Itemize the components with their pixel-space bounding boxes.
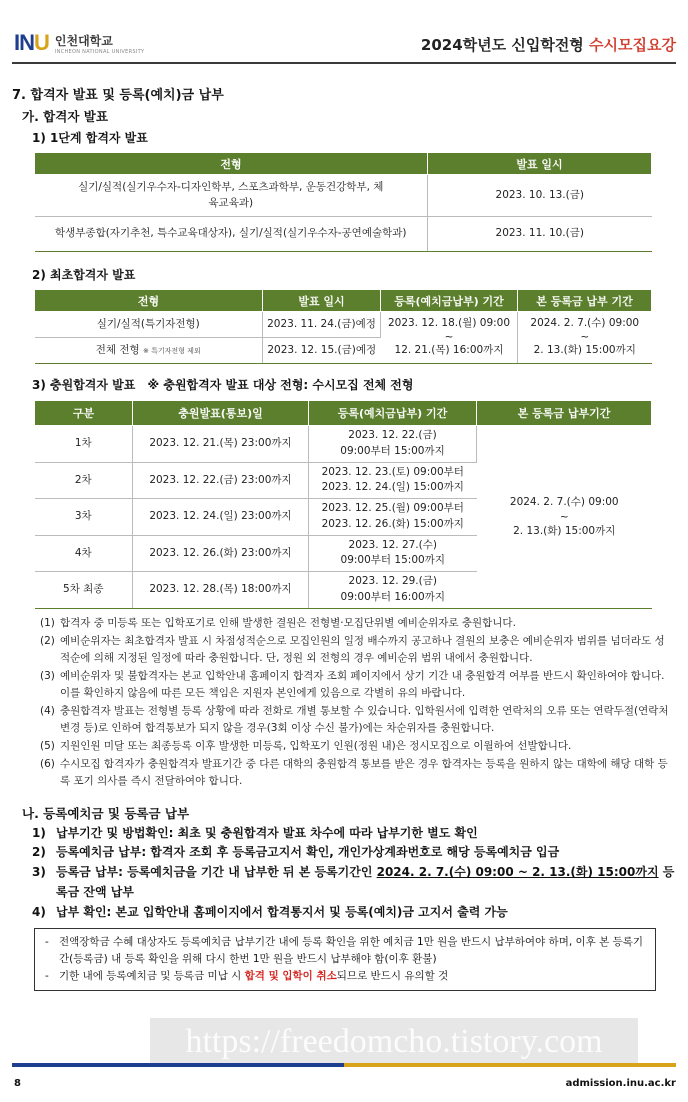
range-tilde: ~	[444, 330, 454, 343]
additional-pass-label: 3) 충원합격자 발표	[32, 378, 136, 392]
list-item	[40, 668, 674, 702]
table-header: 충원발표(통보)일	[133, 401, 309, 426]
registration-line: 2023. 12. 24.(일) 15:00까지	[321, 481, 464, 494]
initial-pass-table	[34, 289, 652, 364]
payment-period-cell	[477, 426, 652, 609]
list-item	[40, 633, 674, 667]
logo-mark	[14, 30, 49, 56]
payment-start: 2024. 2. 7.(수) 09:00	[509, 496, 619, 509]
subsection-ga-title: 가. 합격자 발표	[22, 109, 108, 124]
table-row	[35, 312, 652, 338]
registration-line: 2023. 12. 25.(월) 09:00부터	[321, 502, 464, 514]
table-header-row	[35, 153, 652, 175]
step-number: 4)	[32, 904, 46, 919]
table-cell: 2023. 11. 24.(금)예정	[263, 312, 381, 338]
step-text-part: 등록금 잔액 납부	[56, 865, 675, 899]
page-number: 8	[14, 1078, 21, 1089]
footer-bar	[12, 1063, 676, 1067]
step-text	[56, 863, 676, 903]
notes-list	[40, 615, 674, 790]
initial-pass-title: 2) 최초합격자 발표	[32, 268, 136, 282]
table-header: 발표 일시	[428, 153, 652, 175]
table-cell: 2023. 11. 10.(금)	[428, 217, 652, 252]
list-item	[40, 703, 674, 737]
note-number: (5)	[40, 739, 55, 752]
note-number: (4)	[40, 704, 55, 717]
registration-line: 2023. 12. 22.(금)	[348, 429, 437, 441]
table-header: 전형	[35, 153, 428, 175]
note-text: 수시모집 합격자가 충원합격자 발표기간 중 다른 대학의 충원합격 통보를 받은 경우 합격자는 등록을 원하지 않는 대학에 해당 대학 등록 포기 의사를 즉시 전달하여야 합니다.	[60, 757, 668, 787]
section-title: 7. 합격자 발표 및 등록(예치)금 납부	[12, 88, 224, 103]
notice-text	[59, 968, 448, 985]
note-text: 예비순위자 및 불합격자는 본교 입학안내 홈페이지 합격자 조회 페이지에서 상기 기간 내 충원합격 여부를 반드시 확인하여야 합니다. 이를 확인하지 않음에 따른 모든 책임은 지원자 본인에게 있음으로 각별히 유의 바랍니다.	[60, 669, 665, 699]
table-cell: 2023. 12. 26.(화) 23:00까지	[133, 535, 309, 572]
header-divider	[12, 62, 676, 64]
first-stage-table	[34, 152, 652, 252]
note-text: 충원합격자 발표는 전형별 등록 상황에 따라 전화로 개별 통보할 수 있습니다. 입학원서에 입력한 연락처의 오류 또는 연락두절(연락처 변경 등)로 인하여 합격통보가 되지 않을 경우(3회 이상 수신 불가)에는 차순위자를 충원합니다.	[60, 704, 669, 734]
logo-mark-u: U	[34, 30, 49, 55]
table-row	[35, 175, 652, 217]
note-number: (2)	[40, 634, 55, 647]
list-item	[40, 738, 674, 755]
additional-pass-title	[32, 376, 676, 393]
footer-website: admission.inu.ac.kr	[565, 1078, 676, 1089]
table-row	[35, 217, 652, 252]
table-cell	[309, 572, 477, 609]
step-number: 2)	[32, 845, 46, 860]
table-header: 구분	[35, 401, 133, 426]
first-stage-title: 1) 1단계 합격자 발표	[32, 131, 148, 145]
additional-pass-note: ※ 충원합격자 발표 대상 전형: 수시모집 전체 전형	[147, 378, 414, 392]
notice-warning: 합격 및 입학이 취소	[244, 970, 337, 983]
registration-line: 2023. 12. 29.(금)	[348, 575, 437, 587]
table-cell: 실기/실적(특기자전형)	[35, 312, 263, 338]
step-text: 납부 확인: 본교 입학안내 홈페이지에서 합격통지서 및 등록(예치)금 고지서 출력 가능	[56, 904, 508, 919]
logo-korean: 인천대학교	[54, 33, 113, 48]
registration-line: 09:00부터 16:00까지	[340, 590, 445, 603]
table-cell: 2023. 12. 21.(목) 23:00까지	[133, 426, 309, 463]
registration-period-cell	[381, 312, 518, 364]
registration-start: 2023. 12. 18.(월) 09:00	[387, 317, 511, 330]
table-cell: 2023. 12. 28.(목) 18:00까지	[133, 572, 309, 609]
table-cell: 2023. 12. 24.(일) 23:00까지	[133, 499, 309, 536]
list-item	[32, 824, 676, 844]
list-item	[32, 843, 676, 863]
university-logo	[14, 30, 144, 56]
range-tilde: ~	[559, 510, 569, 523]
table-cell: 2차	[35, 462, 133, 499]
step-number: 3)	[32, 865, 46, 880]
table-header-row	[35, 290, 652, 312]
step-text-underlined: 2024. 2. 7.(수) 09:00 ~ 2. 13.(화) 15:00까지	[376, 865, 659, 880]
table-cell: 2023. 10. 13.(금)	[428, 175, 652, 217]
table-cell: 1차	[35, 426, 133, 463]
table-header: 발표 일시	[263, 290, 381, 312]
step-text: 납부기간 및 방법확인: 최초 및 충원합격자 발표 차수에 따라 납부기한 별도 확인	[56, 825, 478, 840]
table-header: 전형	[35, 290, 263, 312]
logo-text	[55, 32, 144, 55]
table-header-row	[35, 401, 652, 426]
payment-period-cell	[518, 312, 652, 364]
document-title	[421, 34, 676, 55]
note-text: 지원인원 미달 또는 최종등록 이후 발생한 미등록, 입학포기 인원(정원 내)은 정시모집으로 이월하여 선발합니다.	[60, 739, 572, 752]
table-cell	[309, 426, 477, 463]
subsection-na-title: 나. 등록예치금 및 등록금 납부	[22, 805, 190, 821]
table-cell	[309, 535, 477, 572]
payment-end: 2. 13.(화) 15:00까지	[513, 524, 616, 537]
table-cell	[35, 338, 263, 364]
table-header: 본 등록금 납부기간	[477, 401, 652, 426]
note-text: 예비순위자는 최초합격자 발표 시 차점성적순으로 모집인원의 일정 배수까지 공고하나 결원의 보충은 예비순위자 범위를 넘더라도 성적순에 의해 지정된 일정에 따라 충원합니다. 단, 정원 외 전형의 경우 예비순위 범위 내에서 충원합니다.	[60, 634, 665, 664]
note-text: 합격자 중 미등록 또는 입학포기로 인해 발생한 결원은 전형별·모집단위별 예비순위자로 충원합니다.	[60, 616, 516, 629]
list-item	[32, 863, 676, 903]
table-header: 본 등록금 납부 기간	[518, 290, 652, 312]
step-text: 등록예치금 납부: 합격자 조회 후 등록금고지서 확인, 개인가상계좌번호로 해당 등록예치금 입금	[56, 845, 560, 860]
table-header: 등록(예치금납부) 기간	[309, 401, 477, 426]
table-cell	[309, 462, 477, 499]
range-tilde: ~	[580, 330, 590, 343]
page-header	[0, 0, 688, 62]
notice-box	[34, 928, 656, 991]
payment-end: 2. 13.(화) 15:00까지	[533, 344, 636, 357]
table-cell	[309, 499, 477, 536]
registration-line: 2023. 12. 26.(화) 15:00까지	[321, 517, 464, 530]
track-note: ※ 특기자전형 제외	[143, 346, 201, 355]
notice-text-part: 기한 내에 등록예치금 및 등록금 미납 시	[59, 970, 245, 983]
payment-start: 2024. 2. 7.(수) 09:00	[530, 317, 640, 330]
registration-line: 09:00부터 15:00까지	[340, 554, 445, 567]
document-title-accent: 수시모집요강	[589, 36, 676, 54]
notice-text: 전액장학금 수혜 대상자도 등록예치금 납부기간 내에 등록 확인을 위한 예치금 1만 원을 반드시 납부하여야 하며, 이후 본 등록기간(등록금) 내 등록 확인을 위해 다시 한번 1만 원을 반드시 납부해야 함(이후 환불)	[59, 936, 644, 966]
table-cell: 5차 최종	[35, 572, 133, 609]
step-text-part: 등록금 납부: 등록예치금을 기간 내 납부한 뒤 본 등록기간인	[56, 865, 377, 880]
note-number: (6)	[40, 757, 55, 770]
list-item: - 전액장학금 수혜 대상자도 등록예치금 납부기간 내에 등록 확인을 위한 예치금 1만 원을 반드시 납부하여야 하며, 이후 본 등록기간(등록금) 내 등록 확인을 위해 다시 한번 1만 원을 반드시 납부해야 함(이후 환불)	[45, 934, 645, 968]
notice-text-part: 되므로 반드시 유의할 것	[336, 970, 449, 983]
list-item: - 기한 내에 등록예치금 및 등록금 미납 시 합격 및 입학이 취소되므로 반드시 유의할 것	[45, 968, 645, 985]
list-item	[40, 756, 674, 790]
registration-line: 2023. 12. 23.(토) 09:00부터	[321, 465, 464, 478]
registration-line: 2023. 12. 27.(수)	[348, 538, 437, 551]
logo-english: INCHEON NATIONAL UNIVERSITY	[54, 48, 145, 55]
table-header: 등록(예치금납부) 기간	[381, 290, 518, 312]
payment-steps	[32, 824, 676, 923]
table-cell: 2023. 12. 15.(금)예정	[263, 338, 381, 364]
document-title-main: 2024학년도 신입학전형	[420, 36, 584, 54]
note-number: (1)	[40, 616, 55, 629]
registration-end: 12. 21.(목) 16:00까지	[394, 344, 504, 357]
additional-pass-table	[34, 400, 652, 609]
registration-line: 09:00부터 15:00까지	[340, 444, 445, 457]
table-cell: 4차	[35, 535, 133, 572]
table-cell: 실기/실적(실기우수자-디자인학부, 스포츠과학부, 운동건강학부, 체육교육과)	[35, 175, 428, 217]
table-cell: 2023. 12. 22.(금) 23:00까지	[133, 462, 309, 499]
track-name: 전체 전형	[95, 343, 140, 356]
table-cell: 학생부종합(자기추천, 특수교육대상자), 실기/실적(실기우수자-공연예술학과)	[35, 217, 428, 252]
table-row	[35, 426, 652, 463]
table-cell: 3차	[35, 499, 133, 536]
list-item	[40, 615, 674, 632]
watermark: https://freedomcho.tistory.com	[150, 1018, 638, 1066]
logo-mark-in: IN	[14, 30, 34, 55]
main-content	[12, 84, 676, 991]
note-number: (3)	[40, 669, 55, 682]
list-item	[32, 903, 676, 923]
step-number: 1)	[32, 825, 46, 840]
